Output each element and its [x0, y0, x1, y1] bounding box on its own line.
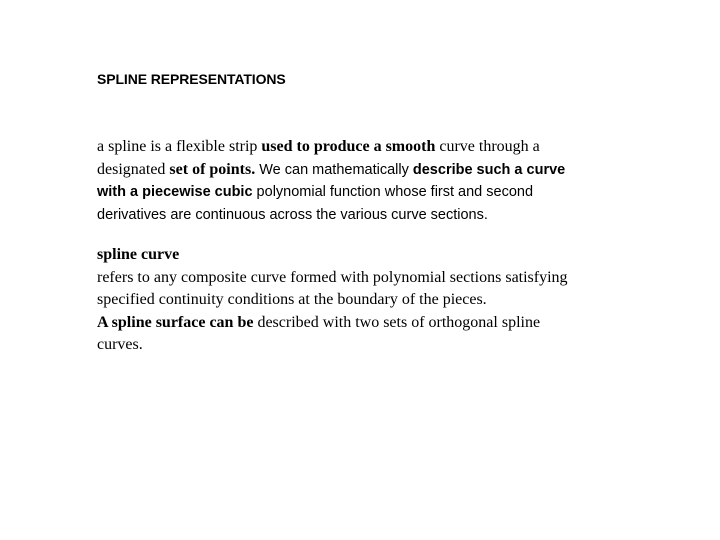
text-run: curve through a	[435, 138, 540, 155]
section-heading: spline curve	[97, 246, 180, 263]
text-run: described with two sets of orthogonal spline	[253, 313, 541, 331]
paragraph-line: specified continuity conditions at the boundary of the pieces.	[97, 291, 487, 308]
paragraph-line	[97, 136, 657, 159]
spline-curve-paragraph	[97, 244, 657, 357]
paragraph-line	[97, 159, 657, 182]
bold-text-run: used to produce a smooth	[261, 138, 436, 155]
bold-text-run: set of points.	[169, 160, 256, 178]
paragraph-line: refers to any composite curve formed with polynomial sections satisfying	[97, 268, 568, 286]
text-run: a spline is a flexible strip	[97, 138, 262, 155]
bold-text-run: describe such a curve	[412, 161, 566, 178]
paragraph-line	[97, 204, 657, 227]
paragraph-line	[97, 312, 657, 335]
paragraph-line: curves.	[97, 336, 143, 353]
bold-text-run: with a piecewise cubic	[97, 184, 253, 200]
text-run: polynomial function whose first and second	[252, 184, 534, 200]
slide-title: SPLINE REPRESENTATIONS	[97, 71, 286, 87]
definition-paragraph	[97, 136, 657, 226]
text-run: We can mathematically	[255, 161, 413, 178]
paragraph-line	[97, 181, 657, 204]
text-run: derivatives are continuous across the various curve sections.	[97, 206, 488, 223]
bold-text-run: A spline surface can be	[97, 313, 254, 331]
text-run: designated	[97, 160, 170, 178]
